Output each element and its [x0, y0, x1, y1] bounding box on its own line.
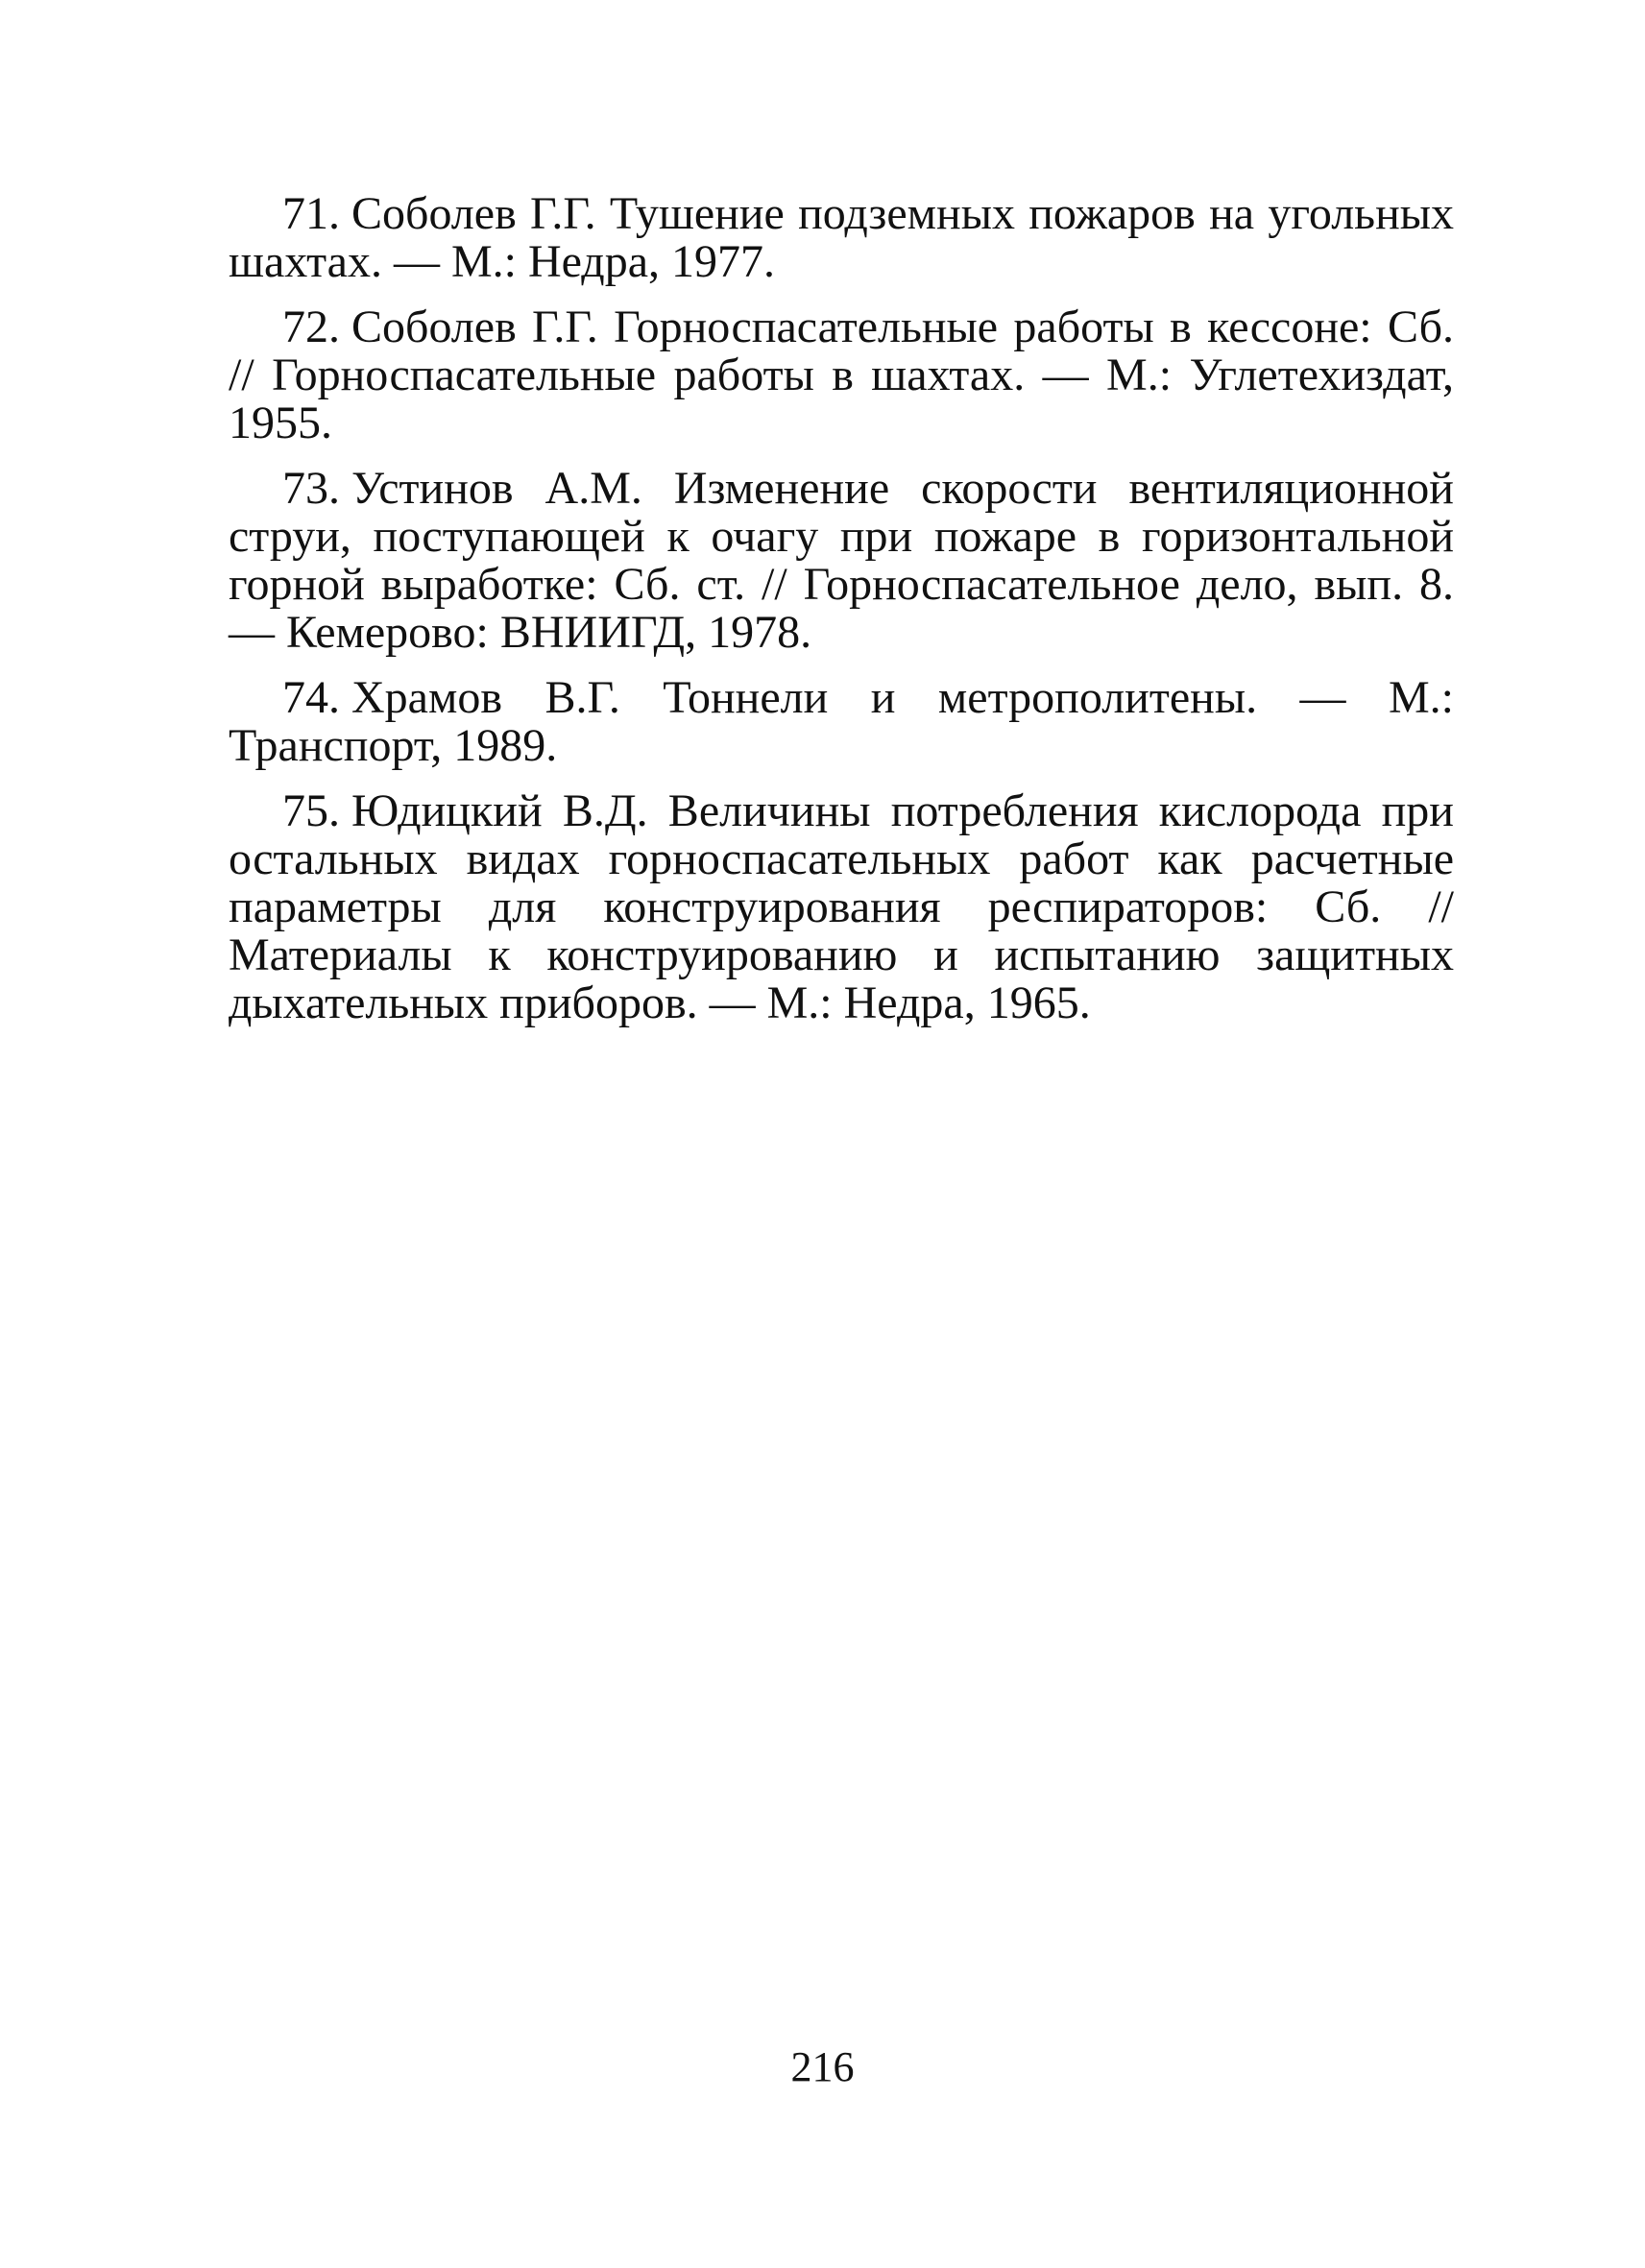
reference-item: [229, 787, 1454, 1027]
reference-item: [229, 190, 1454, 286]
reference-text: Устинов А.М. Изменение скорости вентиляционной струи, поступающей к очагу при пожаре в горизонтальной горной выработке: Сб. ст. // Горноспасательное дело, вып. 8. — Кемерово: ВНИИГД, 1978.: [229, 463, 1454, 658]
reference-number: 72.: [282, 302, 340, 352]
reference-number: 71.: [282, 188, 340, 239]
reference-text: Храмов В.Г. Тоннели и метрополитены. — М.: Транспорт, 1989.: [229, 672, 1454, 771]
page-number: 216: [790, 2043, 855, 2090]
reference-item: [229, 465, 1454, 657]
reference-list: [229, 190, 1454, 1045]
reference-number: 75.: [282, 785, 340, 836]
reference-item: [229, 674, 1454, 770]
reference-text: Юдицкий В.Д. Величины потребления кислорода при остальных видах горноспасательных работ как расчетные параметры для конструирования респираторов: Сб. // Материалы к конструированию и испытанию защитных дыхательных приборов. — М.: Недра, 1965.: [229, 785, 1454, 1028]
reference-item: [229, 303, 1454, 447]
reference-text: Соболев Г.Г. Тушение подземных пожаров на угольных шахтах. — М.: Недра, 1977.: [229, 188, 1454, 287]
reference-number: 74.: [282, 672, 340, 723]
reference-number: 73.: [282, 463, 340, 514]
reference-text: Соболев Г.Г. Горноспасательные работы в кессоне: Сб. // Горноспасательные работы в шахтах. — М.: Углетехиздат, 1955.: [229, 302, 1454, 448]
